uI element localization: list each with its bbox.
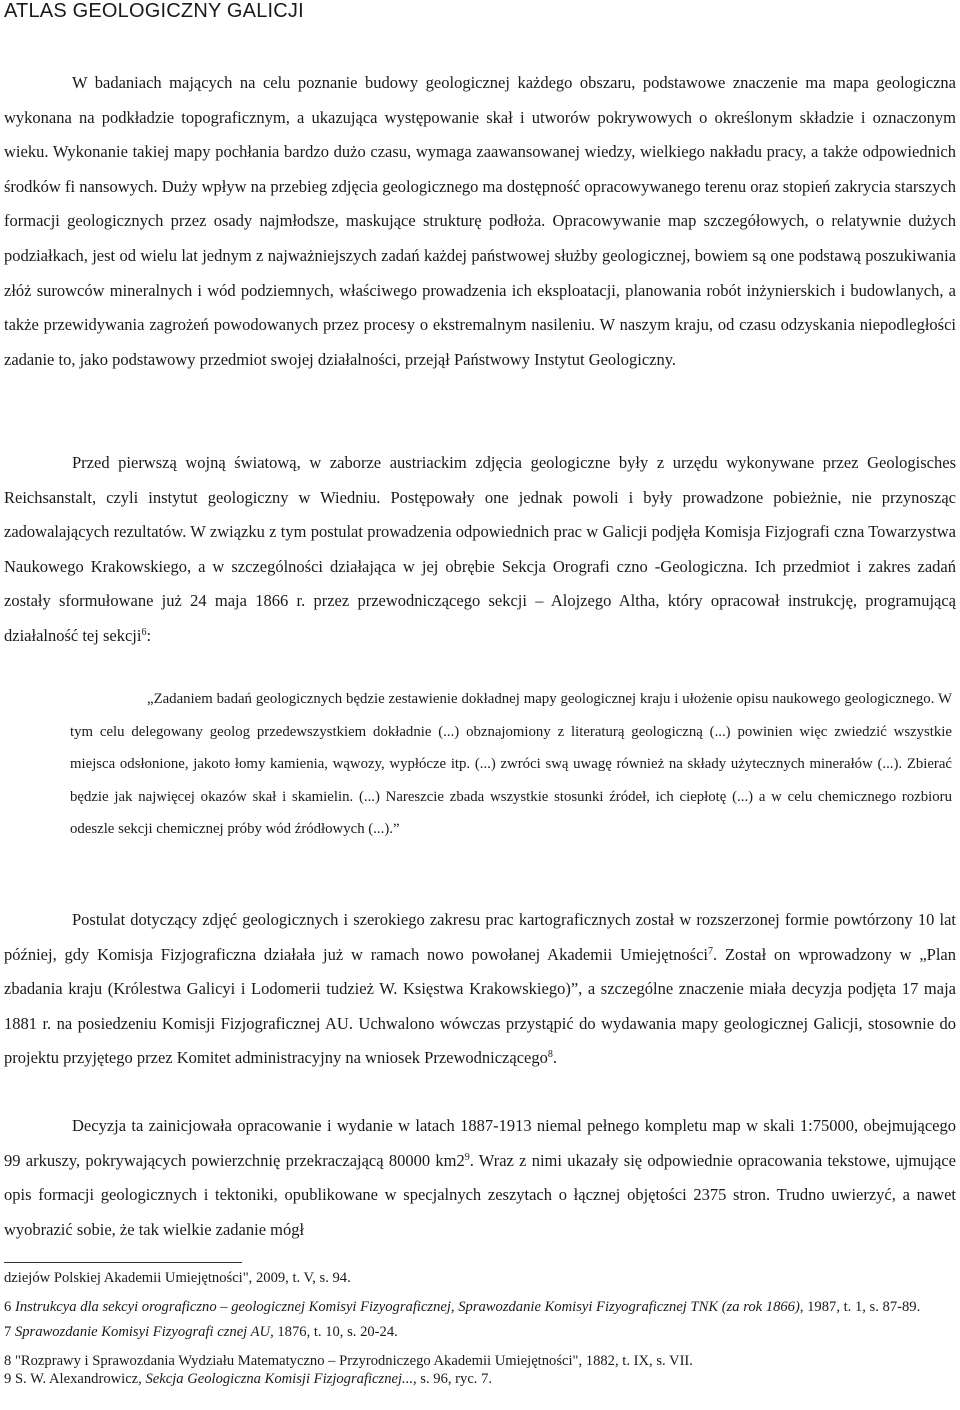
footnote-6-title: Instrukcya dla sekcyi orograficzno – geologicznej Komisyi Fizyograficznej, Sprawozdanie Komisyi Fizyograficznej TNK (za rok 1866)	[14, 1298, 800, 1315]
footnote-6-number: 6	[4, 1298, 15, 1315]
footnote-ref-6[interactable]: 6	[141, 626, 147, 638]
footnote-ref-9[interactable]: 9	[464, 1151, 470, 1163]
footnote-6	[4, 1298, 956, 1317]
paragraph-postulate	[4, 903, 956, 1076]
footnote-9	[4, 1370, 956, 1389]
paragraph-decision	[4, 1109, 956, 1247]
footnote-7-details: , 1876, t. 10, s. 20-24.	[270, 1324, 398, 1340]
paragraph-history	[4, 446, 956, 654]
footnote-ref-7[interactable]: 7	[708, 945, 714, 957]
footnote-9-author: 9 S. W. Alexandrowicz,	[4, 1371, 146, 1387]
footnote-divider	[4, 1262, 242, 1263]
paragraph-history-text: Przed pierwszą wojną światową, w zaborze austriackim zdjęcia geologiczne były z urzędu wykonywane przez Geologisches Reichsanstalt, czyli instytut geologiczny w Wiedniu. Postępowały one jednak powoli i były prowadzone pobieżnie, nie przynosząc zadowalających rezultatów. W związku z tym postulat prowadzenia odpowiednich prac w Galicji podjęła Komisja Fizjografi czna Towarzystwa Naukowego Krakowskiego, a w szczególności działająca w jej obrębie Sekcja Orografi czno -Geologiczna. Ich przedmiot i zakres zadań zostały sformułowane już 24 maja 1866 r. przez przewodniczącego sekcji – Alojzego Altha, który opracował instrukcję, programującą działalność tej sekcji	[4, 453, 956, 645]
footnote-7-title: Sprawozdanie Komisyi Fizyografi cznej AU	[14, 1324, 271, 1340]
footnotes	[4, 1269, 956, 1389]
footnote-6-details: , 1987, t. 1, s. 87-89.	[799, 1298, 921, 1315]
footnote-continuation: dziejów Polskiej Akademii Umiejętności", 2009, t. V, s. 94.	[4, 1270, 351, 1286]
footnote-9-title: Sekcja Geologiczna Komisji Fizjograficznej...	[145, 1371, 413, 1387]
footnote-7-number: 7	[4, 1324, 15, 1340]
footnote-8: 8 "Rozprawy i Sprawozdania Wydziału Matematyczno – Przyrodniczego Akademii Umiejętności", 1882, t. IX, s. VII.	[4, 1352, 693, 1369]
footnote-7	[4, 1323, 956, 1342]
paragraph-decision-text-b: . Wraz z nimi ukazały się odpowiednie opracowania tekstowe, ujmujące opis formacji geologicznych i tektoniki, opublikowane w specjalnych zeszytach o łącznej objętości 2375 stron. Trudno uwierzyć, a nawet wyobrazić sobie, że tak wielkie zadanie mógł	[4, 1150, 956, 1239]
paragraph-decision-text-a: Decyzja ta zainicjowała opracowanie i wydanie w latach 1887-1913 niemal pełnego kompletu map w skali 1:75000, obejmującego 99 arkuszy, pokrywających powierzchnię przekraczającą 80000 km2	[4, 1116, 956, 1170]
footnote-9-details: , s. 96, ryc. 7.	[413, 1371, 493, 1387]
footnote-ref-8[interactable]: 8	[547, 1049, 553, 1061]
paragraph-intro: W badaniach mających na celu poznanie budowy geologicznej każdego obszaru, podstawowe znaczenie ma mapa geologiczna wykonana na podkładzie topograficznym, a ukazująca występowanie skał i utworów pokrywowych o określonym składzie i oznaczonym wieku. Wykonanie takiej mapy pochłania bardzo dużo czasu, wymaga zaawansowanej wiedzy, wielkiego nakładu pracy, a także odpowiednich środków fi nansowych. Duży wpływ na przebieg zdjęcia geologicznego ma dostępność opracowywanego terenu oraz stopień zakrycia starszych formacji geologicznych przez osady najmłodsze, maskujące strukturę podłoża. Opracowywanie map szczegółowych, o relatywnie dużych podziałkach, jest od wielu lat jednym z najważniejszych zadań każdej państwowej służby geologicznej, bowiem są one podstawą poszukiwania złóż surowców mineralnych i wód podziemnych, właściwego prowadzenia ich eksploatacji, planowania robót inżynierskich i budowlanych, a także przewidywania zagrożeń powodowanych przez procesy o ekstremalnym nasileniu. W naszym kraju, od czasu odzyskania niepodległości zadanie to, jako podstawowy przedmiot swojej działalności, przejął Państwowy Instytut Geologiczny.	[4, 73, 956, 369]
paragraph-postulate-text-b: . Został on wprowadzony w „Plan zbadania kraju (Królestwa Galicyi i Lodomerii tudzież W. Księstwa Krakowskiego)”, a szczególne znaczenie miała decyzja podjęta 17 maja 1881 r. na posiedzeniu Komisji Fizjograficznej AU. Uchwalono wówczas przystąpić do wydawania mapy geologicznej Galicji, stosownie do projektu przyjętego przez Komitet administracyjny na wniosek Przewodniczącego	[4, 944, 957, 1068]
paragraph-history-tail: :	[146, 625, 152, 645]
paragraph-postulate-text-c: .	[552, 1048, 557, 1068]
paragraph-postulate-text-a: Postulat dotyczący zdjęć geologicznych i szerokiego zakresu prac kartograficznych został w rozszerzonej formie powtórzony 10 lat później, gdy Komisja Fizjograficzna działała już w ramach nowo powołanej Akademii Umiejętności	[4, 910, 956, 964]
page-title: ATLAS GEOLOGICZNY GALICJI	[4, 0, 304, 22]
block-quote: „Zadaniem badań geologicznych będzie zestawienie dokładnej mapy geologicznej kraju i ułożenie opisu naukowego geologicznego. W tym celu delegowany geolog przedewszystkiem dokładnie (...) obznajomiony z literaturą geologiczną (...) powinien więc zwiedzić wszystkie miejsca odsłonione, jakoto łomy kamienia, wąwozy, wypłócze itp. (...) zwróci swą uwagę również na składy użytecznych minerałów (...). Zbierać będzie jak najwięcej okazów skał i skamielin. (...) Nareszcie zbada wszystkie stosunki źródeł, ich ciepłotę (...) a w celu chemicznego rozbioru odeszle sekcji chemicznej próby wód źródłowych (...).”	[70, 691, 952, 837]
